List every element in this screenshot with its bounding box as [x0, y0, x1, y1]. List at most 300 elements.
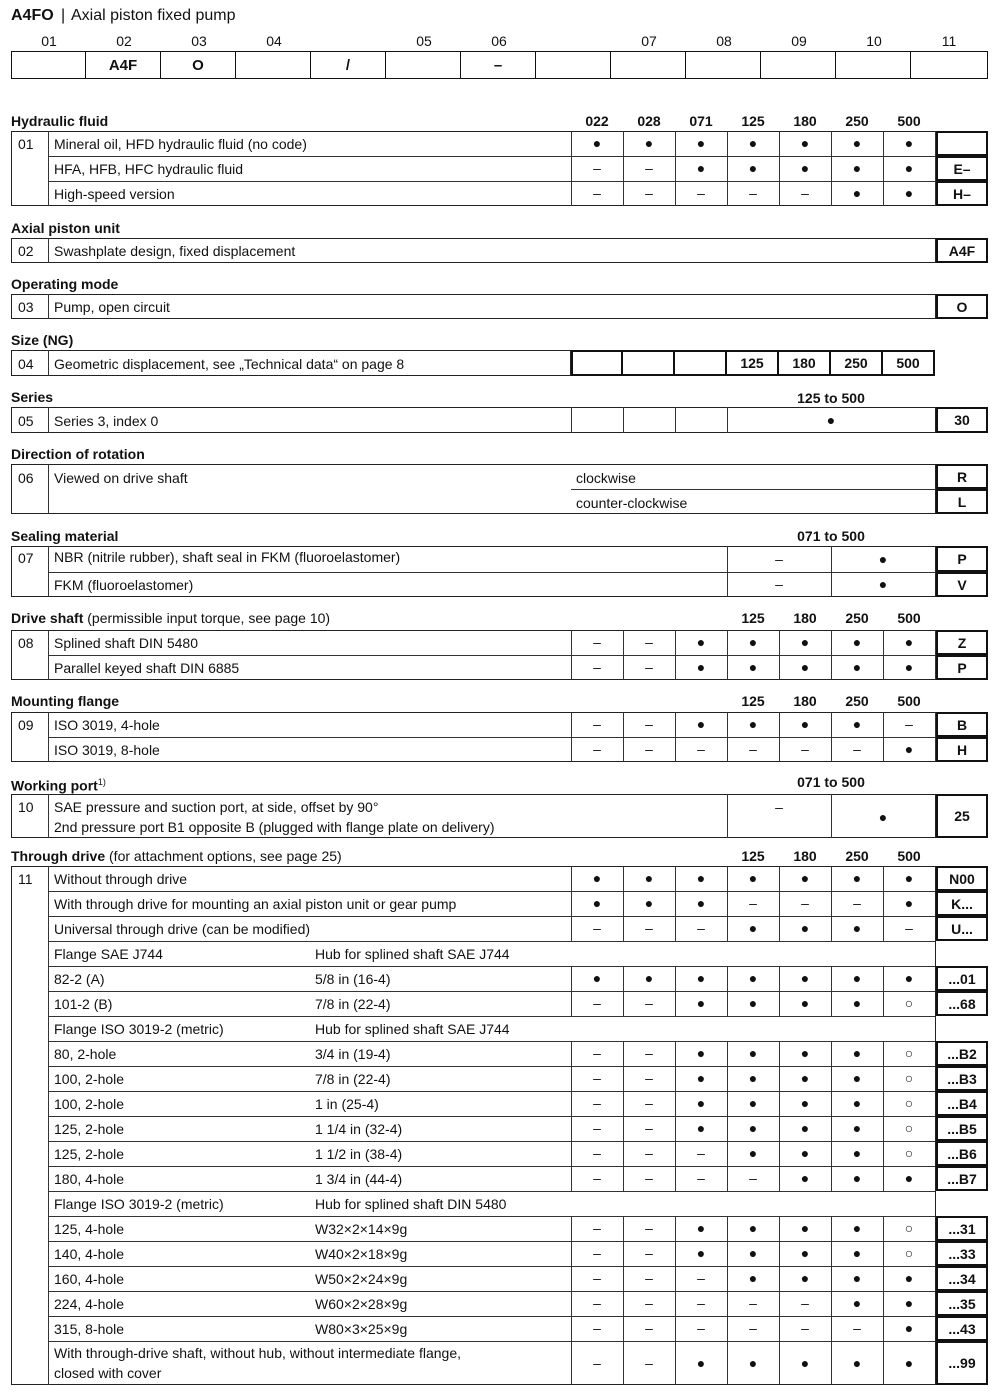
- availability-mark: ●: [696, 870, 706, 886]
- availability-mark: ●: [800, 716, 810, 732]
- availability-mark: –: [775, 576, 783, 592]
- availability-mark: –: [645, 1295, 653, 1311]
- availability-mark: ●: [748, 135, 758, 151]
- mounting-flange-code-B: B: [936, 712, 988, 737]
- size-header-028: 028: [637, 113, 661, 129]
- through-drive-code: ...99: [936, 1341, 988, 1385]
- size-box-blank[interactable]: [675, 350, 727, 376]
- typecode-box[interactable]: [236, 51, 311, 79]
- working-port-line1: SAE pressure and suction port, at side, offset by 90°: [54, 799, 379, 815]
- availability-mark: ●: [878, 576, 888, 592]
- availability-mark: ●: [852, 1070, 862, 1086]
- availability-mark: ●: [904, 870, 914, 886]
- through-drive-code: ...34: [936, 1266, 988, 1291]
- divider: [675, 407, 676, 433]
- series-code: 30: [936, 407, 988, 433]
- through-drive-option-label: 125, 2-hole: [54, 1121, 125, 1137]
- availability-mark: ●: [852, 995, 862, 1011]
- availability-mark: ●: [696, 1355, 706, 1371]
- availability-mark: –: [593, 1245, 601, 1261]
- through-drive-option-label: With through drive for mounting an axial piston unit or gear pump: [54, 896, 457, 912]
- through-drive-option-label: 80, 2-hole: [54, 1046, 117, 1062]
- through-drive-frame: [11, 866, 936, 1385]
- availability-mark: ●: [748, 659, 758, 675]
- hub-size-label: 7/8 in (22-4): [315, 1071, 391, 1087]
- availability-mark: ●: [800, 634, 810, 650]
- mounting-flange-code-H: H: [936, 737, 988, 762]
- availability-mark: –: [645, 1145, 653, 1161]
- size-range-header: 125 to 500: [797, 390, 865, 406]
- availability-mark: –: [645, 185, 653, 201]
- size-box-blank[interactable]: [571, 350, 623, 376]
- availability-mark: ●: [800, 920, 810, 936]
- availability-mark: –: [593, 1170, 601, 1186]
- availability-mark: ●: [852, 970, 862, 986]
- size-header-071: 071: [689, 113, 713, 129]
- position-number-09: 09: [791, 33, 807, 49]
- divider: [48, 866, 49, 1385]
- availability-mark: ●: [748, 1270, 758, 1286]
- availability-mark: ●: [904, 135, 914, 151]
- hydraulic-fluid-code-H–: H–: [936, 181, 988, 206]
- through-drive-option-label: 125, 2-hole: [54, 1146, 125, 1162]
- hub-size-label: 1 1/4 in (32-4): [315, 1121, 403, 1137]
- rotation-code-L: L: [936, 489, 988, 514]
- size-header-022: 022: [585, 113, 609, 129]
- rotation-label: Viewed on drive shaft: [54, 470, 188, 486]
- availability-mark: –: [593, 1095, 601, 1111]
- availability-mark: –: [801, 185, 809, 201]
- typecode-box[interactable]: [611, 51, 686, 79]
- operating-mode-label: Pump, open circuit: [54, 299, 170, 315]
- availability-mark: ●: [748, 1095, 758, 1111]
- drive-shaft-number: 08: [18, 634, 34, 651]
- availability-mark: ●: [852, 920, 862, 936]
- section-title-working-port: [11, 773, 106, 795]
- typecode-box[interactable]: [386, 51, 461, 79]
- size-header-500: 500: [897, 693, 921, 709]
- size-header-180: 180: [793, 113, 817, 129]
- availability-mark: ●: [748, 634, 758, 650]
- availability-mark: ●: [800, 1355, 810, 1371]
- availability-mark: –: [593, 920, 601, 936]
- availability-mark: –: [749, 1320, 757, 1336]
- working-port-line2: 2nd pressure port B1 opposite B (plugged with flange plate on delivery): [54, 819, 495, 835]
- divider: [48, 350, 49, 376]
- through-drive-code: ...B6: [936, 1141, 988, 1166]
- availability-mark: ●: [904, 634, 914, 650]
- typecode-box[interactable]: [686, 51, 761, 79]
- divider: [831, 572, 832, 597]
- availability-mark: ●: [904, 741, 914, 757]
- availability-mark: ●: [852, 659, 862, 675]
- availability-mark: –: [775, 799, 783, 815]
- hub-size-label: 1 3/4 in (44-4): [315, 1171, 403, 1187]
- divider: [727, 407, 728, 433]
- sealing-code-V: V: [936, 572, 988, 597]
- availability-mark: ●: [644, 135, 654, 151]
- through-drive-option-label: With through-drive shaft, without hub, without intermediate flange,: [54, 1345, 461, 1361]
- availability-mark: –: [593, 1355, 601, 1371]
- size-box-125[interactable]: 125: [727, 350, 779, 376]
- working-port-title: Working port: [11, 777, 98, 794]
- through-drive-code: ...B7: [936, 1166, 988, 1191]
- availability-mark: ●: [696, 995, 706, 1011]
- typecode-box[interactable]: [761, 51, 836, 79]
- availability-mark: ●: [696, 160, 706, 176]
- through-drive-code: ...B4: [936, 1091, 988, 1116]
- mounting-flange-option-label: ISO 3019, 4-hole: [54, 716, 160, 733]
- size-header-250: 250: [845, 693, 869, 709]
- through-drive-code: ...B5: [936, 1116, 988, 1141]
- through-drive-number: 11: [18, 871, 33, 887]
- availability-mark: ●: [852, 1170, 862, 1186]
- size-range-header: 071 to 500: [797, 774, 865, 790]
- availability-mark: –: [905, 920, 913, 936]
- availability-mark: ●: [852, 185, 862, 201]
- availability-mark: ●: [748, 160, 758, 176]
- availability-mark: ●: [696, 895, 706, 911]
- through-drive-option-label: Without through drive: [54, 871, 188, 887]
- availability-mark: –: [645, 920, 653, 936]
- availability-mark: –: [593, 659, 601, 675]
- product-code: A4FO: [11, 7, 54, 24]
- mounting-flange-option-label: ISO 3019, 8-hole: [54, 741, 160, 758]
- availability-mark: –: [697, 1270, 705, 1286]
- availability-mark: ●: [696, 716, 706, 732]
- availability-mark: ●: [852, 870, 862, 886]
- position-number-04: 04: [266, 33, 282, 49]
- availability-mark: –: [697, 1145, 705, 1161]
- divider: [571, 489, 936, 490]
- through-drive-option-label: 160, 4-hole: [54, 1271, 125, 1287]
- typecode-box[interactable]: [11, 51, 86, 79]
- availability-mark: –: [593, 1270, 601, 1286]
- section-title-size: Size (NG): [11, 332, 74, 348]
- through-drive-code: ...01: [936, 966, 988, 991]
- size-label: Geometric displacement, see „Technical data“ on page 8: [54, 356, 405, 372]
- flange-group-label: Flange ISO 3019-2 (metric): [54, 1021, 224, 1037]
- axial-unit-label: Swashplate design, fixed displacement: [54, 243, 296, 259]
- divider: [571, 407, 572, 433]
- axial-unit-code: A4F: [936, 238, 988, 263]
- availability-mark: ●: [800, 970, 810, 986]
- sealing-option-label: FKM (fluoroelastomer): [54, 577, 194, 593]
- availability-mark: ●: [904, 1270, 914, 1286]
- availability-mark: ●: [592, 970, 602, 986]
- hub-group-label: Hub for splined shaft DIN 5480: [315, 1196, 507, 1212]
- availability-mark: –: [749, 741, 757, 757]
- availability-mark: –: [853, 895, 861, 911]
- availability-mark: ●: [748, 1045, 758, 1061]
- availability-mark: –: [749, 1170, 757, 1186]
- sealing-code-P: P: [936, 546, 988, 572]
- size-header-250: 250: [845, 610, 869, 626]
- availability-mark: ●: [696, 970, 706, 986]
- availability-mark: –: [645, 716, 653, 732]
- hydraulic-fluid-option-label: Mineral oil, HFD hydraulic fluid (no code): [54, 135, 307, 152]
- hub-size-label: 1 1/2 in (38-4): [315, 1146, 403, 1162]
- availability-mark: ●: [748, 1145, 758, 1161]
- sealing-number: 07: [18, 550, 34, 566]
- availability-mark: –: [697, 1320, 705, 1336]
- availability-mark: –: [593, 1145, 601, 1161]
- availability-mark: ●: [696, 659, 706, 675]
- availability-mark: ●: [800, 1095, 810, 1111]
- working-port-code: 25: [936, 794, 988, 838]
- drive-shaft-option-label: Splined shaft DIN 5480: [54, 634, 198, 651]
- availability-mark: ●: [800, 995, 810, 1011]
- section-title-sealing: Sealing material: [11, 528, 119, 544]
- availability-mark: ●: [800, 1045, 810, 1061]
- typecode-box[interactable]: [536, 51, 611, 79]
- availability-mark: –: [697, 185, 705, 201]
- through-drive-option-label: 82-2 (A): [54, 971, 105, 987]
- availability-mark: ●: [748, 1245, 758, 1261]
- through-drive-option-label: 100, 2-hole: [54, 1096, 125, 1112]
- section-title-through-drive: [11, 847, 342, 865]
- availability-mark: ●: [748, 870, 758, 886]
- availability-mark: ●: [800, 1120, 810, 1136]
- availability-mark: ●: [748, 1070, 758, 1086]
- availability-mark: –: [645, 741, 653, 757]
- through-drive-title: Through drive: [11, 848, 106, 864]
- flange-group-label: Flange SAE J744: [54, 946, 163, 962]
- typecode-box[interactable]: A4F: [86, 51, 161, 79]
- section-title-drive-shaft: [11, 609, 330, 627]
- through-drive-option-label: closed with cover: [54, 1365, 162, 1381]
- axial-unit-number: 02: [18, 243, 34, 259]
- divider: [48, 794, 49, 838]
- drive-shaft-code-Z: Z: [936, 630, 988, 655]
- availability-mark: ●: [748, 1220, 758, 1236]
- divider: [48, 238, 49, 263]
- size-header-250: 250: [845, 113, 869, 129]
- position-number-06: 06: [491, 33, 507, 49]
- through-drive-code: ...B2: [936, 1041, 988, 1066]
- hydraulic-fluid-code-E–: E–: [936, 156, 988, 181]
- position-number-03: 03: [191, 33, 207, 49]
- availability-mark: ●: [748, 1355, 758, 1371]
- availability-mark: ●: [696, 634, 706, 650]
- availability-mark: ●: [800, 1070, 810, 1086]
- availability-mark: ●: [800, 160, 810, 176]
- availability-mark: ●: [644, 870, 654, 886]
- availability-mark: ●: [748, 970, 758, 986]
- availability-mark: ●: [904, 1295, 914, 1311]
- typecode-box[interactable]: /: [311, 51, 386, 79]
- availability-mark: ○: [904, 1120, 914, 1136]
- size-box-180[interactable]: 180: [779, 350, 831, 376]
- section-title-series: Series: [11, 389, 54, 405]
- through-drive-code: ...35: [936, 1291, 988, 1316]
- availability-mark: ●: [904, 1170, 914, 1186]
- availability-mark: ●: [644, 895, 654, 911]
- availability-mark: –: [593, 716, 601, 732]
- availability-mark: –: [645, 1070, 653, 1086]
- availability-mark: ●: [904, 970, 914, 986]
- availability-mark: –: [749, 185, 757, 201]
- availability-mark: ●: [904, 185, 914, 201]
- availability-mark: ●: [696, 1245, 706, 1261]
- hydraulic-fluid-option-label: High-speed version: [54, 185, 175, 202]
- availability-mark: –: [801, 741, 809, 757]
- typecode-box[interactable]: –: [461, 51, 536, 79]
- availability-mark: ○: [904, 995, 914, 1011]
- availability-mark: –: [775, 551, 783, 567]
- operating-mode-code: O: [936, 294, 988, 319]
- through-drive-code: N00: [936, 866, 988, 891]
- hub-size-label: W32×2×14×9g: [315, 1221, 408, 1237]
- position-number-05: 05: [416, 33, 432, 49]
- availability-mark: –: [749, 895, 757, 911]
- hub-size-label: W60×2×28×9g: [315, 1296, 408, 1312]
- through-drive-option-label: Universal through drive (can be modified): [54, 921, 311, 937]
- size-box-500[interactable]: 500: [883, 350, 935, 376]
- availability-mark: ●: [800, 135, 810, 151]
- rotation-option-R: clockwise: [576, 470, 636, 486]
- section-title-axial-piston-unit: Axial piston unit: [11, 220, 120, 236]
- availability-mark: ●: [852, 135, 862, 151]
- mounting-flange-number: 09: [18, 716, 34, 733]
- through-drive-code: ...33: [936, 1241, 988, 1266]
- availability-mark: –: [645, 1220, 653, 1236]
- availability-mark: ○: [904, 1245, 914, 1261]
- drive-shaft-code-P: P: [936, 655, 988, 680]
- through-drive-code: ...31: [936, 1216, 988, 1241]
- rotation-number: 06: [18, 470, 34, 486]
- availability-mark: ●: [800, 1245, 810, 1261]
- availability-mark: –: [645, 1270, 653, 1286]
- availability-mark: ●: [852, 1220, 862, 1236]
- section-title-rotation: Direction of rotation: [11, 446, 145, 462]
- hub-size-label: 7/8 in (22-4): [315, 996, 391, 1012]
- drive-shaft-option-label: Parallel keyed shaft DIN 6885: [54, 659, 240, 676]
- availability-mark: –: [593, 1295, 601, 1311]
- availability-mark: ●: [696, 1070, 706, 1086]
- availability-mark: ●: [592, 895, 602, 911]
- availability-mark: –: [749, 1295, 757, 1311]
- drive-shaft-note: (permissible input torque, see page 10): [83, 610, 331, 626]
- availability-mark: ●: [800, 870, 810, 886]
- hydraulic-fluid-number: 01: [18, 135, 34, 152]
- position-number-07: 07: [641, 33, 657, 49]
- availability-mark: ●: [852, 1245, 862, 1261]
- typecode-box[interactable]: [836, 51, 911, 79]
- availability-mark: ●: [904, 659, 914, 675]
- availability-mark: –: [853, 1320, 861, 1336]
- availability-mark: –: [593, 1120, 601, 1136]
- availability-mark: –: [645, 659, 653, 675]
- availability-mark: –: [593, 160, 601, 176]
- availability-mark: ●: [904, 1355, 914, 1371]
- divider: [623, 407, 624, 433]
- hydraulic-fluid-option-label: HFA, HFB, HFC hydraulic fluid: [54, 160, 244, 177]
- footnote-marker: 1): [97, 777, 106, 787]
- availability-mark: –: [645, 160, 653, 176]
- availability-mark: ●: [800, 1270, 810, 1286]
- operating-mode-number: 03: [18, 299, 34, 315]
- position-number-08: 08: [716, 33, 732, 49]
- availability-mark: ○: [904, 1220, 914, 1236]
- position-number-10: 10: [866, 33, 882, 49]
- divider: [727, 572, 728, 597]
- typecode-box[interactable]: [911, 51, 988, 79]
- size-header-500: 500: [897, 848, 921, 864]
- section-title-mounting-flange: Mounting flange: [11, 693, 120, 709]
- availability-mark: ●: [878, 809, 888, 825]
- through-drive-option-label: 101-2 (B): [54, 996, 113, 1012]
- product-title: Axial piston fixed pump: [71, 7, 236, 24]
- availability-mark: –: [593, 1045, 601, 1061]
- availability-mark: –: [697, 1170, 705, 1186]
- divider: [48, 407, 49, 433]
- availability-mark: –: [645, 1120, 653, 1136]
- size-box-250[interactable]: 250: [831, 350, 883, 376]
- through-drive-option-label: 180, 4-hole: [54, 1171, 125, 1187]
- availability-mark: ●: [852, 1145, 862, 1161]
- availability-mark: ●: [852, 634, 862, 650]
- availability-mark: ○: [904, 1045, 914, 1061]
- availability-mark: –: [645, 1355, 653, 1371]
- size-header-180: 180: [793, 610, 817, 626]
- availability-mark: ●: [696, 1045, 706, 1061]
- availability-mark: ●: [696, 1120, 706, 1136]
- availability-mark: ●: [878, 551, 888, 567]
- rotation-option-L: counter-clockwise: [576, 495, 688, 511]
- hub-size-label: 1 in (25-4): [315, 1096, 379, 1112]
- availability-mark: ●: [852, 1355, 862, 1371]
- availability-mark: –: [593, 634, 601, 650]
- availability-mark: ●: [826, 412, 836, 428]
- size-header-125: 125: [741, 848, 765, 864]
- availability-mark: –: [801, 1295, 809, 1311]
- availability-mark: ●: [592, 135, 602, 151]
- size-number: 04: [18, 356, 34, 372]
- size-header-125: 125: [741, 610, 765, 626]
- availability-mark: ○: [904, 1145, 914, 1161]
- size-header-125: 125: [741, 113, 765, 129]
- availability-mark: –: [593, 1070, 601, 1086]
- availability-mark: ●: [852, 1120, 862, 1136]
- availability-mark: –: [697, 920, 705, 936]
- divider: [48, 464, 49, 514]
- divider: [831, 546, 832, 572]
- availability-mark: –: [645, 1095, 653, 1111]
- availability-mark: ●: [852, 1045, 862, 1061]
- availability-mark: ●: [904, 1320, 914, 1336]
- availability-mark: ●: [748, 1120, 758, 1136]
- availability-mark: –: [645, 634, 653, 650]
- through-drive-option-label: 315, 8-hole: [54, 1321, 125, 1337]
- position-number-01: 01: [41, 33, 57, 49]
- through-drive-code: K...: [936, 891, 988, 916]
- availability-mark: ●: [800, 659, 810, 675]
- typecode-box[interactable]: O: [161, 51, 236, 79]
- availability-mark: ●: [592, 870, 602, 886]
- availability-mark: –: [593, 995, 601, 1011]
- availability-mark: ●: [852, 1270, 862, 1286]
- size-header-250: 250: [845, 848, 869, 864]
- availability-mark: –: [697, 1295, 705, 1311]
- size-box-blank[interactable]: [623, 350, 675, 376]
- availability-mark: ○: [904, 1070, 914, 1086]
- size-header-180: 180: [793, 848, 817, 864]
- availability-mark: –: [645, 1045, 653, 1061]
- divider: [727, 546, 728, 572]
- availability-mark: ●: [696, 135, 706, 151]
- drive-shaft-title: Drive shaft: [11, 610, 84, 626]
